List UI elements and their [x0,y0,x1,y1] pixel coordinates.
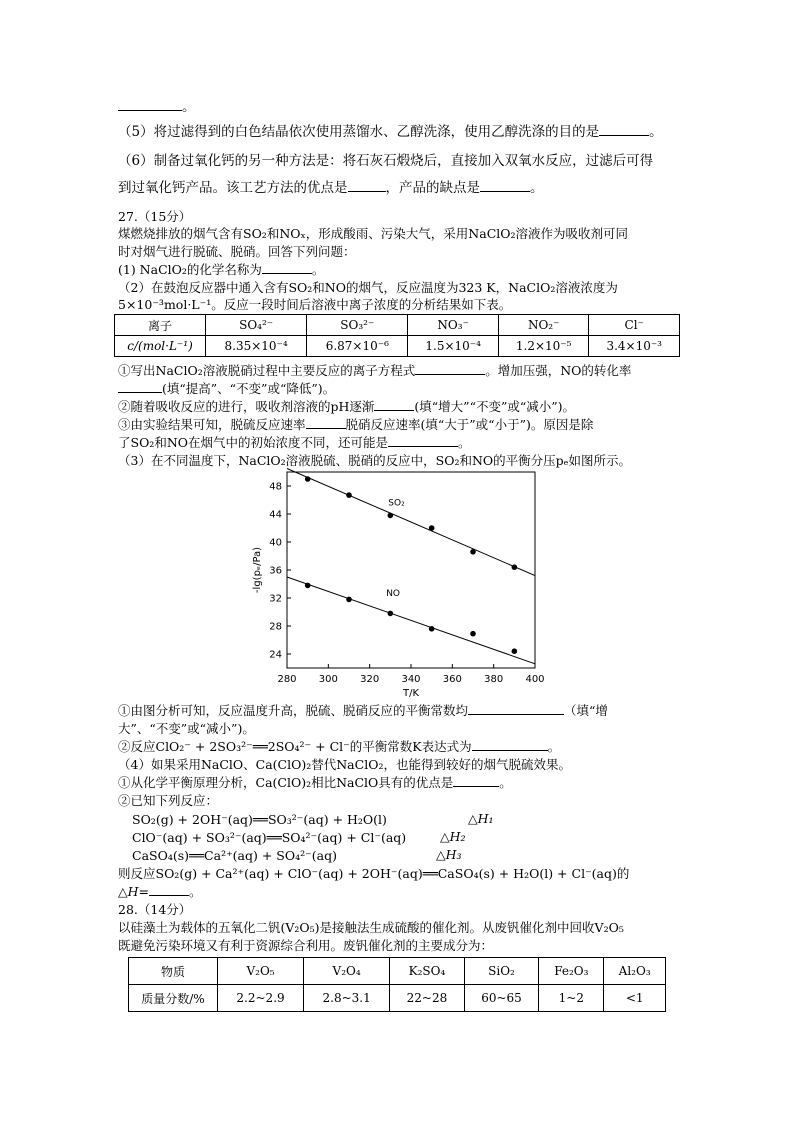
data-point [429,626,435,632]
q28-title: 28.（14分） [118,902,192,917]
series-label-so2: SO₂ [388,498,405,509]
answer-blank[interactable] [453,774,499,787]
question-5: （5）将过滤得到的白色结晶依次使用蒸馏水、乙醇洗涤，使用乙醇洗涤的目的是 。 [118,124,663,140]
data-point [429,525,435,531]
answer-blank[interactable] [374,398,414,411]
answer-blank[interactable] [348,179,386,192]
q27-c1-line1: ①由图分析可知，反应温度升高，脱硫、脱硝反应的平衡常数均 （填“增 [118,703,608,718]
q27-intro-1: 煤燃烧排放的烟气含有SO₂和NOₓ，形成酸雨、污染大气，采用NaClO₂溶液作为吸收剂可同 [118,226,629,241]
plot-frame [287,472,535,668]
q27-p3-line1: ③由实验结果可知，脱硫反应速率 脱硝反应速率(填“大于”或“小于”)。原因是除 [118,417,594,432]
table-row [129,985,666,1012]
x-axis-label: T/K [402,688,420,699]
equation-3: CaSO₄(s)══Ca²⁺(aq) + SO₄²⁻(aq) [132,848,337,863]
table-cell: 60~65 [464,985,539,1012]
equation-1: SO₂(g) + 2OH⁻(aq)══SO₃²⁻(aq) + H₂O(l) [132,812,387,827]
line-blank-answer: 。 [118,98,196,116]
table-cell: c/(mol·L⁻¹) [115,336,206,357]
equation-2: ClO⁻(aq) + SO₃²⁻(aq)══SO₄²⁻(aq) + Cl⁻(aq) [132,830,407,845]
table-header-cell: 离子 [115,315,206,336]
question-6-line1: （6）制备过氧化钙的另一种方法是：将石灰石煅烧后，直接加入双氧水反应，过滤后可得 [118,153,654,169]
table-cell: 3.4×10⁻³ [589,336,680,357]
q27-part1: (1) NaClO₂的化学名称为 。 [118,262,325,277]
answer-blank[interactable] [415,362,485,375]
table-cell: <1 [604,985,666,1012]
q27-p1-line2: (填“提高”、“不变”或“降低”)。 [118,380,335,398]
q27-c5: ②已知下列反应： [118,793,219,808]
data-point [388,611,394,617]
answer-blank[interactable] [149,883,189,896]
q27-c2: ②反应ClO₂⁻ + 2SO₃²⁻══2SO₄²⁻ + Cl⁻的平衡常数K表达式为 。 [118,739,561,754]
table-cell: 2.8~3.1 [304,985,390,1012]
x-tick-label: 400 [525,674,545,685]
table-row [115,315,680,336]
table-header-cell: Fe₂O₃ [539,958,604,985]
overall-reaction: 则反应SO₂(g) + Ca²⁺(aq) + ClO⁻(aq) + 2OH⁻(aq)══CaSO₄(s) + H₂O(l) + Cl⁻(aq)的 [118,866,630,881]
x-tick-label: 380 [484,674,504,685]
data-point [305,583,311,589]
table-cell: 质量分数/% [129,985,218,1012]
y-tick-label: 48 [269,481,282,493]
y-tick-label: 36 [269,565,282,577]
table-header-cell: NO₃⁻ [408,315,499,336]
table-cell: 1~2 [539,985,604,1012]
data-point [512,648,518,654]
q27-part4: （4）如果采用NaClO、Ca(ClO)₂替代NaClO₂，也能得到较好的烟气脱硫效果。 [118,757,571,772]
x-tick-label: 340 [401,674,421,685]
table-header-cell: K₂SO₄ [390,958,465,985]
delta-h-answer: △H= 。 [118,884,202,899]
table-cell: 22~28 [390,985,465,1012]
q27-title: 27.（15分） [118,209,192,224]
table-row [129,958,666,985]
x-tick-label: 360 [442,674,462,685]
catalyst-composition-table [128,957,666,1012]
delta-h1: △H₁ [468,811,494,826]
q27-c4: ①从化学平衡原理分析，Ca(ClO)₂相比NaClO具有的优点是 。 [118,775,512,790]
answer-blank[interactable] [480,179,530,192]
answer-blank[interactable] [306,416,346,429]
q27-p2: ②随着吸收反应的进行，吸收剂溶液的pH逐渐 (填“增大”“不变”或“减小”)。 [118,399,576,414]
y-tick-label: 40 [269,537,282,549]
q27-part2-2: 5×10⁻³mol·L⁻¹。反应一段时间后溶液中离子浓度的分析结果如下表。 [118,297,512,312]
table-header-cell: NO₂⁻ [498,315,589,336]
answer-blank[interactable] [388,434,458,447]
table-cell: 1.5×10⁻⁴ [408,336,499,357]
data-point [512,564,518,570]
fit-line-no [287,577,535,664]
data-point [388,513,394,519]
data-point [346,492,352,498]
data-point [470,631,476,637]
y-tick-label: 28 [269,621,282,633]
x-tick-label: 300 [318,674,338,685]
equilibrium-pressure-chart [250,468,550,700]
data-point [305,476,311,482]
delta-h2: △H₂ [440,829,466,844]
answer-blank[interactable] [118,380,162,393]
table-header-cell: SiO₂ [464,958,539,985]
y-tick-label: 44 [269,509,282,521]
table-header-cell: Cl⁻ [589,315,680,336]
y-tick-label: 32 [269,593,282,605]
x-tick-label: 320 [360,674,380,685]
fit-line-so2 [287,469,535,576]
answer-blank[interactable] [118,98,182,111]
q27-c1-line2: 大”、“不变”或“减小”)。 [118,721,255,736]
q28-intro-2: 既避免污染环境又有利于资源综合利用。废钒催化剂的主要成分为： [118,938,494,953]
table-row [115,336,680,357]
answer-blank[interactable] [472,738,548,751]
y-axis-label: -lg(pₑ/Pa) [252,546,263,594]
series-label-no: NO [386,588,401,599]
table-header-cell: 物质 [129,958,218,985]
delta-h3: △H₃ [436,847,462,862]
table-cell: 8.35×10⁻⁴ [206,336,307,357]
x-tick-label: 280 [277,674,297,685]
answer-blank[interactable] [468,702,564,715]
table-cell: 1.2×10⁻⁵ [498,336,589,357]
q28-intro-1: 以硅藻土为载体的五氧化二钒(V₂O₅)是接触法生成硫酸的催化剂。从废钒催化剂中回收V₂O₅ [118,920,624,935]
q27-p3-line2: 了SO₂和NO在烟气中的初始浓度不同，还可能是 。 [118,435,471,450]
table-header-cell: SO₃²⁻ [307,315,408,336]
data-point [470,549,476,555]
table-header-cell: SO₄²⁻ [206,315,307,336]
question-6-line2: 到过氧化钙产品。该工艺方法的优点是 ，产品的缺点是 。 [118,180,544,196]
y-tick-label: 24 [269,649,282,661]
data-point [346,597,352,603]
ion-concentration-table [114,314,680,357]
table-header-cell: V₂O₅ [218,958,304,985]
table-header-cell: V₂O₄ [304,958,390,985]
table-cell: 2.2~2.9 [218,985,304,1012]
q27-part3: （3）在不同温度下，NaClO₂溶液脱硫、脱硝的反应中，SO₂和NO的平衡分压pₑ如图所示。 [118,453,632,468]
answer-blank[interactable] [599,123,649,136]
q27-part2-1: （2）在鼓泡反应器中通入含有SO₂和NO的烟气，反应温度为323 K，NaClO₂溶液浓度为 [118,280,618,295]
table-cell: 6.87×10⁻⁶ [307,336,408,357]
q27-intro-2: 时对烟气进行脱硫、脱硝。回答下列问题： [118,244,356,259]
answer-blank[interactable] [262,261,312,274]
q27-p1-line1: ①写出NaClO₂溶液脱硝过程中主要反应的离子方程式 。增加压强，NO的转化率 [118,363,632,378]
table-header-cell: Al₂O₃ [604,958,666,985]
plot-area [252,469,545,700]
